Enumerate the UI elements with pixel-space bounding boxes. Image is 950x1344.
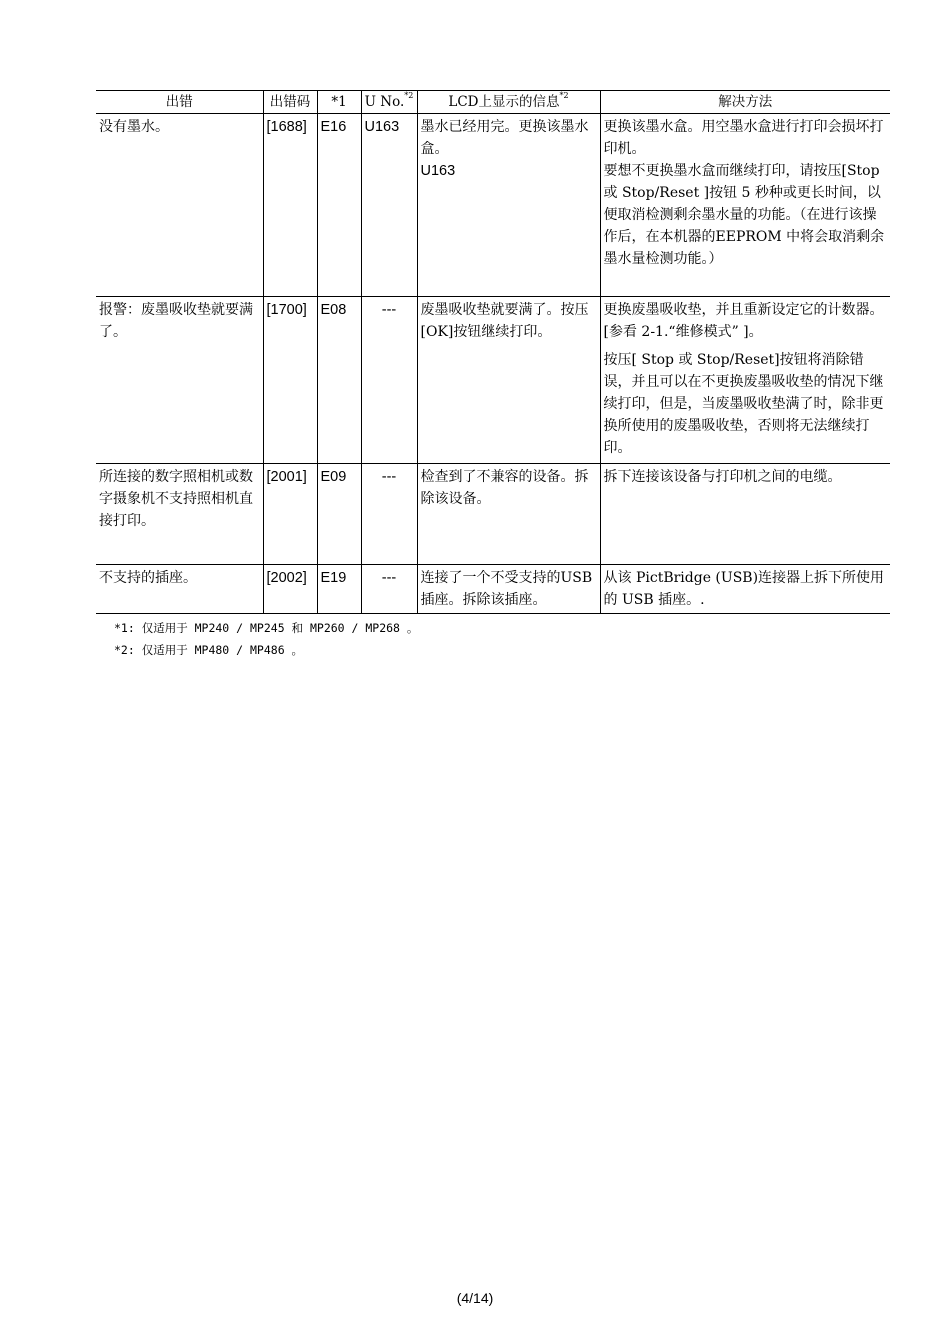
cell-error-code: [1688] [263, 114, 317, 297]
header-u-no-mark: *2 [404, 91, 414, 100]
cell-star1: E09 [317, 464, 361, 565]
cell-lcd [417, 565, 600, 614]
lcd-line: 连接了一个不受支持的USB 插座。拆除该插座。 [420, 570, 593, 608]
cell-error: 所连接的数字照相机或数字摄象机不支持照相机直接打印。 [96, 464, 263, 565]
solution-paragraph: 更换废墨吸收垫，并且重新设定它的计数器。 [参看 2-1.“维修模式” ]。 [603, 302, 884, 340]
lcd-line: 检查到了不兼容的设备。拆除该设备。 [420, 469, 589, 507]
footnote-2: *2: 仅适用于 MP480 / MP486 。 [114, 643, 304, 657]
header-error-code: 出错码 [263, 91, 317, 114]
cell-u-no: --- [361, 464, 417, 565]
lcd-line: U163 [420, 163, 456, 179]
cell-u-no: U163 [361, 114, 417, 297]
solution-paragraph: 从该 PictBridge (USB)连接器上拆下所使用的 USB 插座。. [603, 570, 885, 608]
header-star1: *1 [317, 91, 361, 114]
table-header-row [96, 91, 890, 114]
cell-solution [600, 297, 890, 464]
footnote-1: *1: 仅适用于 MP240 / MP245 和 MP260 / MP268 。 [114, 621, 419, 635]
cell-lcd [417, 114, 600, 297]
header-lcd-mark: *2 [559, 91, 569, 100]
cell-solution [600, 464, 890, 565]
cell-star1: E16 [317, 114, 361, 297]
cell-lcd [417, 297, 600, 464]
cell-error: 不支持的插座。 [96, 565, 263, 614]
table-row [96, 114, 890, 297]
cell-star1: E19 [317, 565, 361, 614]
header-solution: 解决方法 [600, 91, 890, 114]
cell-error: 没有墨水。 [96, 114, 263, 297]
table-row [96, 565, 890, 614]
cell-u-no: --- [361, 565, 417, 614]
cell-error-code: [1700] [263, 297, 317, 464]
solution-paragraph: 更换该墨水盒。用空墨水盒进行打印会损坏打印机。 [603, 119, 884, 157]
cell-error: 报警：废墨吸收垫就要满了。 [96, 297, 263, 464]
cell-error-code: [2002] [263, 565, 317, 614]
solution-paragraph: 拆下连接该设备与打印机之间的电缆。 [603, 469, 842, 485]
solution-paragraph: 按压[ Stop 或 Stop/Reset]按钮将消除错误，并且可以在不更换废墨吸收垫的情况下继续打印，但是，当废墨吸收垫满了时，除非更换所使用的废墨吸收垫，否则将无法继续打印。 [603, 352, 884, 456]
cell-lcd [417, 464, 600, 565]
cell-error-code: [2001] [263, 464, 317, 565]
cell-u-no: --- [361, 297, 417, 464]
page-number: (4/14) [456, 1290, 494, 1306]
header-lcd: LCD上显示的信息$^{*2}$ [417, 91, 600, 114]
table-row [96, 297, 890, 464]
lcd-line: 墨水已经用完。更换该墨水盒。 [420, 119, 589, 157]
error-table [96, 90, 890, 614]
cell-star1: E08 [317, 297, 361, 464]
cell-solution [600, 565, 890, 614]
cell-solution [600, 114, 890, 297]
header-u-no: U No.$^{*2}$ [361, 91, 417, 114]
lcd-line: 废墨吸收垫就要满了。按压[OK]按钮继续打印。 [420, 302, 589, 340]
solution-paragraph: 要想不更换墨水盒而继续打印，请按压[Stop 或 Stop/Reset ]按钮 5 秒种或更长时间，以便取消检测剩余墨水量的功能。（在进行该操作后，在本机器的EEPROM 中将会取消剩余墨水量检测功能。） [603, 163, 885, 267]
table-row [96, 464, 890, 565]
header-error: 出错 [96, 91, 263, 114]
